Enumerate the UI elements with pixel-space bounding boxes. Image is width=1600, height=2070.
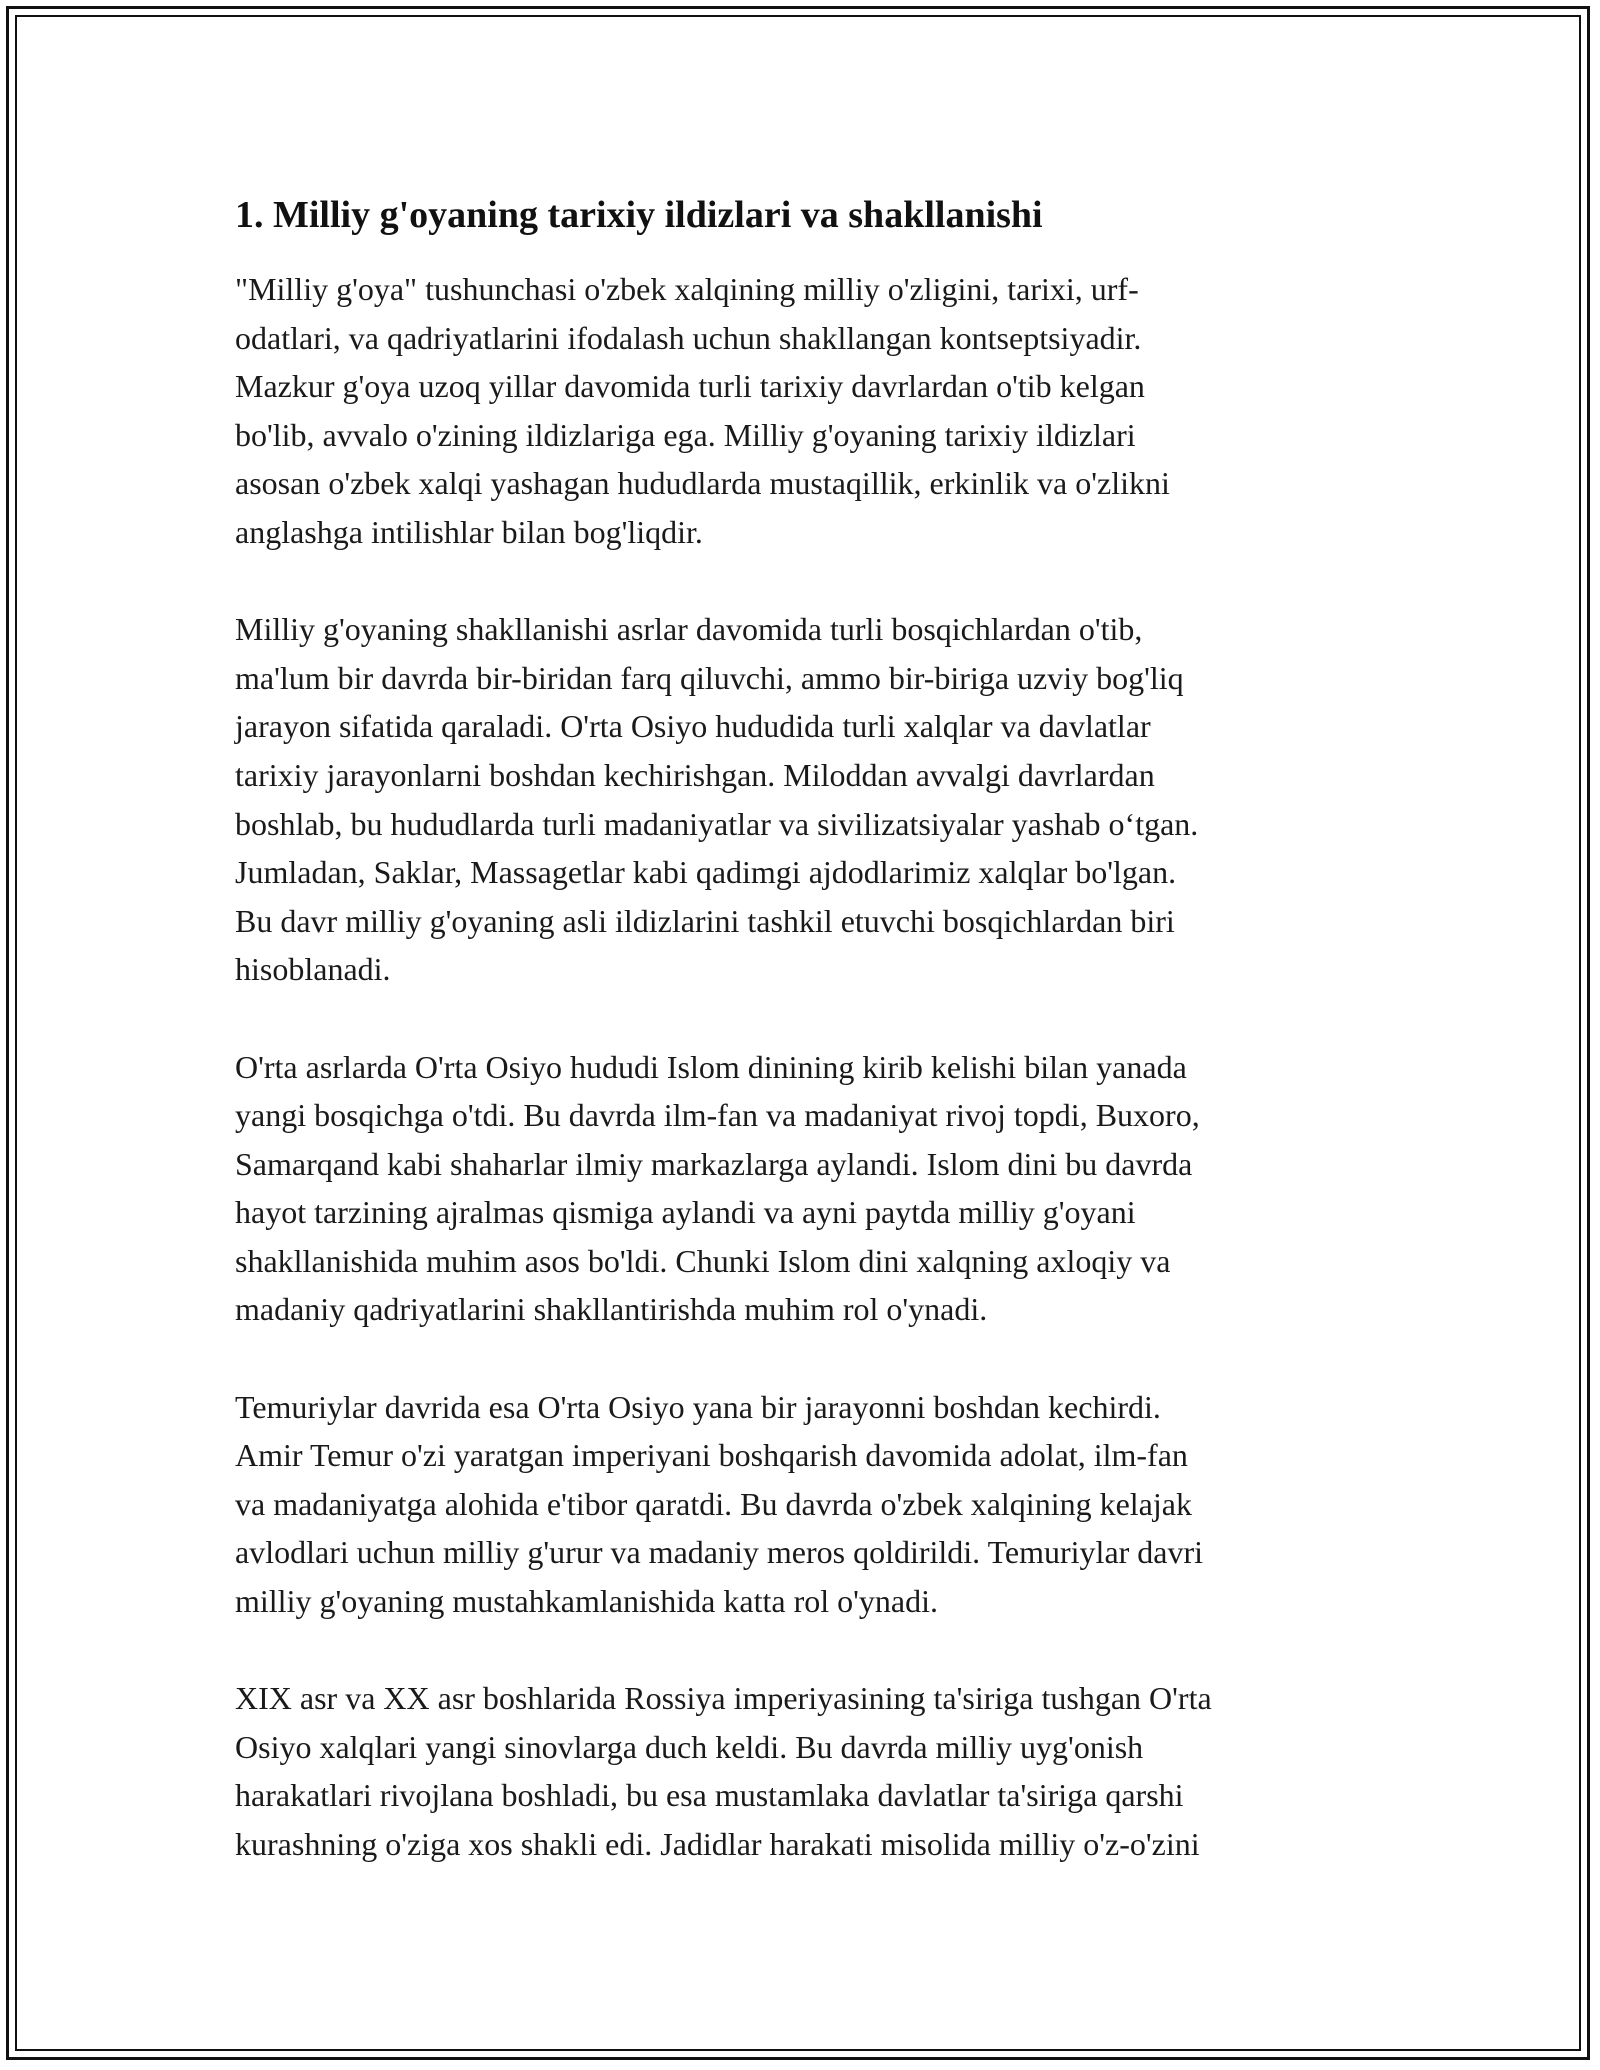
section-heading: 1. Milliy g'oyaning tarixiy ildizlari va shakllanishi [235, 194, 1043, 236]
text-line: kurashning o'ziga xos shakli edi. Jadidlar harakati misolida milliy o'z-o'zini [235, 1826, 1200, 1862]
text-line: milliy g'oyaning mustahkamlanishida katta rol o'ynadi. [235, 1583, 938, 1620]
text-line: anglashga intilishlar bilan bog'liqdir. [235, 513, 703, 550]
text-line: Osiyo xalqlari yangi sinovlarga duch keldi. Bu davrda milliy uyg'onish [235, 1728, 1144, 1765]
text-line: yangi bosqichga o'tdi. Bu davrda ilm-fan va madaniyat rivoj topdi, Buxoro, [235, 1097, 1200, 1134]
text-line: Mazkur g'oya uzoq yillar davomida turli tarixiy davrlardan o'tib kelgan [235, 368, 1145, 405]
text-line: shakllanishida muhim asos bo'ldi. Chunki Islom dini xalqning axloqiy va [235, 1242, 1171, 1279]
text-line: bo'lib, avvalo o'zining ildizlariga ega. Milliy g'oyaning tarixiy ildizlari [235, 416, 1136, 453]
text-line: hayot tarzining ajralmas qismiga aylandi va ayni paytda milliy g'oyani [235, 1194, 1136, 1231]
text-line: harakatlari rivojlana boshladi, bu esa mustamlaka davlatlar ta'siriga qarshi [235, 1777, 1184, 1814]
text-line: Milliy g'oyaning shakllanishi asrlar davomida turli bosqichlardan o'tib, [235, 611, 1143, 648]
text-line: odatlari, va qadriyatlarini ifodalash uchun shakllangan kontseptsiyadir. [235, 319, 1142, 356]
text-line: Bu davr milliy g'oyaning asli ildizlarini tashkil etuvchi bosqichlardan biri [235, 902, 1175, 939]
text-line: XIX asr va XX asr boshlarida Rossiya imperiyasining ta'siriga tushgan O'rta [235, 1680, 1212, 1717]
text-line: tarixiy jarayonlarni boshdan kechirishgan. Miloddan avvalgi davrlardan [235, 756, 1155, 793]
text-line: avlodlari uchun milliy g'urur va madaniy meros qoldirildi. Temuriylar davri [235, 1534, 1204, 1571]
text-line: Temuriylar davrida esa O'rta Osiyo yana bir jarayonni boshdan kechirdi. [235, 1388, 1161, 1425]
paragraph [235, 605, 1370, 994]
paragraph [235, 1383, 1370, 1626]
paragraphs-container [235, 265, 1370, 1869]
paragraph [235, 1674, 1370, 1868]
text-line: madaniy qadriyatlarini shakllantirishda muhim rol o'ynadi. [235, 1291, 988, 1328]
text-line: Samarqand kabi shaharlar ilmiy markazlarga aylandi. Islom dini bu davrda [235, 1145, 1193, 1182]
text-line: "Milliy g'oya" tushunchasi o'zbek xalqining milliy o'zligini, tarixi, urf- [235, 271, 1139, 307]
text-line: va madaniyatga alohida e'tibor qaratdi. Bu davrda o'zbek xalqining kelajak [235, 1485, 1192, 1522]
text-line: boshlab, bu hududlarda turli madaniyatlar va sivilizatsiyalar yashab o‘tgan. [235, 805, 1199, 842]
text-line: asosan o'zbek xalqi yashagan hududlarda mustaqillik, erkinlik va o'zlikni [235, 465, 1170, 502]
text-line: O'rta asrlarda O'rta Osiyo hududi Islom dinining kirib kelishi bilan yanada [235, 1048, 1187, 1085]
text-line: Jumladan, Saklar, Massagetlar kabi qadimgi ajdodlarimiz xalqlar bo'lgan. [235, 854, 1177, 891]
text-line: jarayon sifatida qaraladi. O'rta Osiyo hududida turli xalqlar va davlatlar [235, 708, 1151, 745]
text-line: hisoblanadi. [235, 951, 391, 988]
paragraph [235, 265, 1370, 557]
paragraph [235, 1043, 1370, 1335]
text-line: ma'lum bir davrda bir-biridan farq qiluvchi, ammo bir-biriga uzviy bog'liq [235, 659, 1184, 696]
text-line: Amir Temur o'zi yaratgan imperiyani boshqarish davomida adolat, ilm-fan [235, 1437, 1188, 1474]
document-body [235, 187, 1370, 1917]
